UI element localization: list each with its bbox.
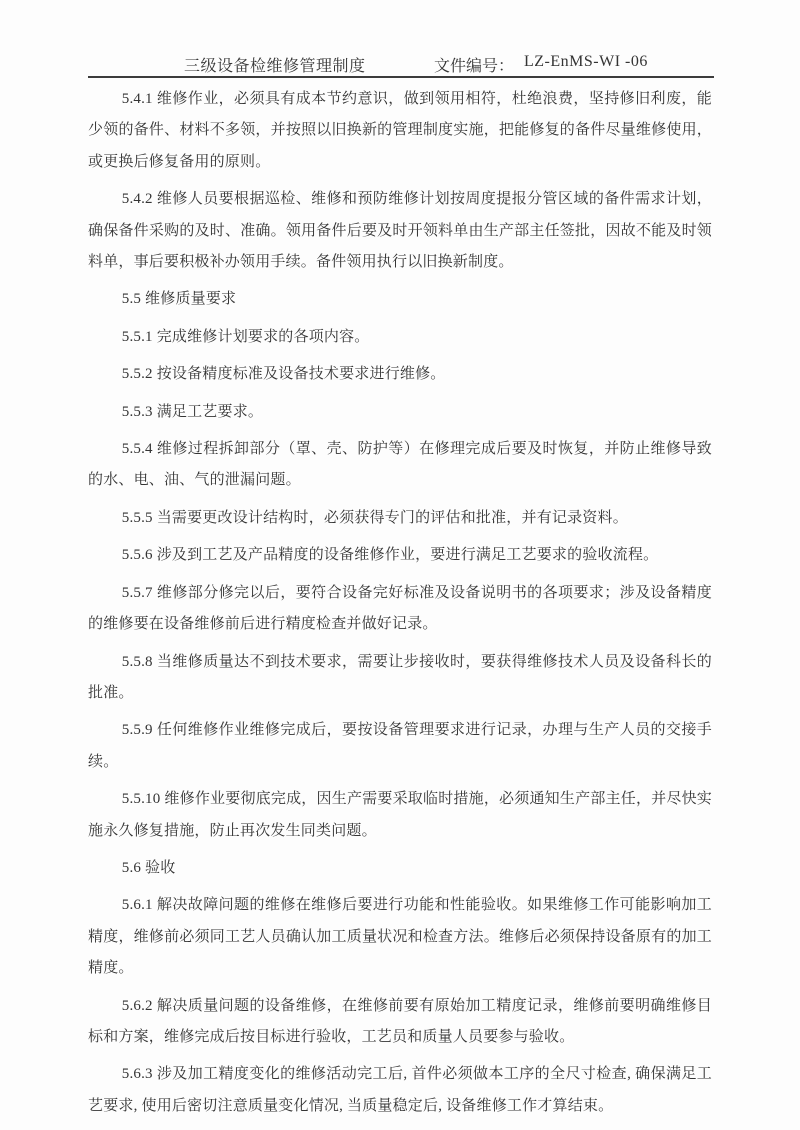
paragraph-5-5-8: 5.5.8 当维修质量达不到技术要求，需要让步接收时，要获得维修技术人员及设备科长的批准。 [88,653,712,701]
paragraph-5-5-2: 5.5.2 按设备精度标准及设备技术要求进行维修。 [121,366,446,383]
page-header [88,50,714,78]
paragraph-5-5-1: 5.5.1 完成维修计划要求的各项内容。 [121,328,370,345]
doc-number-label: 文件编号： [434,58,515,75]
paragraph-5-5-3: 5.5.3 满足工艺要求。 [121,403,264,420]
paragraph-5-5-9: 5.5.9 任何维修作业维修完成后，要按设备管理要求进行记录，办理与生产人员的交接手续。 [88,722,712,770]
paragraph-5-5-4: 5.5.4 维修过程拆卸部分（罩、壳、防护等）在修理完成后要及时恢复，并防止维修导致的水、电、油、气的泄漏问题。 [88,441,712,489]
paragraph-5-5-10: 5.5.10 维修作业要彻底完成，因生产需要采取临时措施，必须通知生产部主任，并尽快实施永久修复措施，防止再次发生同类问题。 [88,791,712,839]
doc-number-value: LZ-EnMS-WI -06 [524,53,648,70]
paragraph-5-5-7: 5.5.7 维修部分修完以后，要符合设备完好标准及设备说明书的各项要求；涉及设备精度的维修要在设备维修前后进行精度检查并做好记录。 [88,584,712,633]
paragraph-5-4-2: 5.4.2 维修人员要根据巡检、维修和预防维修计划按周度提报分管区域的备件需求计划，确保备件采购的及时、准确。领用备件后要及时开领料单由生产部主任签批，因故不能及时领料单，事后要积极补办领用手续。备件领用执行以旧换新制度。 [88,191,712,271]
paragraph-5-6-3: 5.6.3 涉及加工精度变化的维修活动完工后, 首件必须做本工序的全尺寸检查, 确保满足工艺要求, 使用后密切注意质量变化情况, 当质量稳定后, 设备维修工作才算结束。 [88,1066,712,1114]
section-heading-5-5: 5.5 维修质量要求 [121,291,237,308]
document-title: 三级设备检维修管理制度 [184,58,366,75]
paragraph-5-6-1: 5.6.1 解决故障问题的维修在维修后要进行功能和性能验收。如果维修工作可能影响加工精度，维修前必须同工艺人员确认加工质量状况和检查方法。维修后必须保持设备原有的加工精度。 [88,897,712,977]
paragraph-5-5-6: 5.5.6 涉及到工艺及产品精度的设备维修作业，要进行满足工艺要求的验收流程。 [121,547,659,564]
paragraph-5-5-5: 5.5.5 当需要更改设计结构时，必须获得专门的评估和批准，并有记录资料。 [121,509,628,526]
paragraph-5-6-2: 5.6.2 解决质量问题的设备维修，在维修前要有原始加工精度记录，维修前要明确维修目标和方案，维修完成后按目标进行验收，工艺员和质量人员要参与验收。 [88,997,712,1045]
paragraph-5-4-1: 5.4.1 维修作业，必须具有成本节约意识，做到领用相符，杜绝浪费，坚持修旧利废，能少领的备件、材料不多领，并按照以旧换新的管理制度实施，把能修复的备件尽量维修使用，或更换后修复备用的原则。 [88,91,712,170]
section-heading-5-6: 5.6 验收 [121,859,176,876]
document-body [88,84,712,1128]
